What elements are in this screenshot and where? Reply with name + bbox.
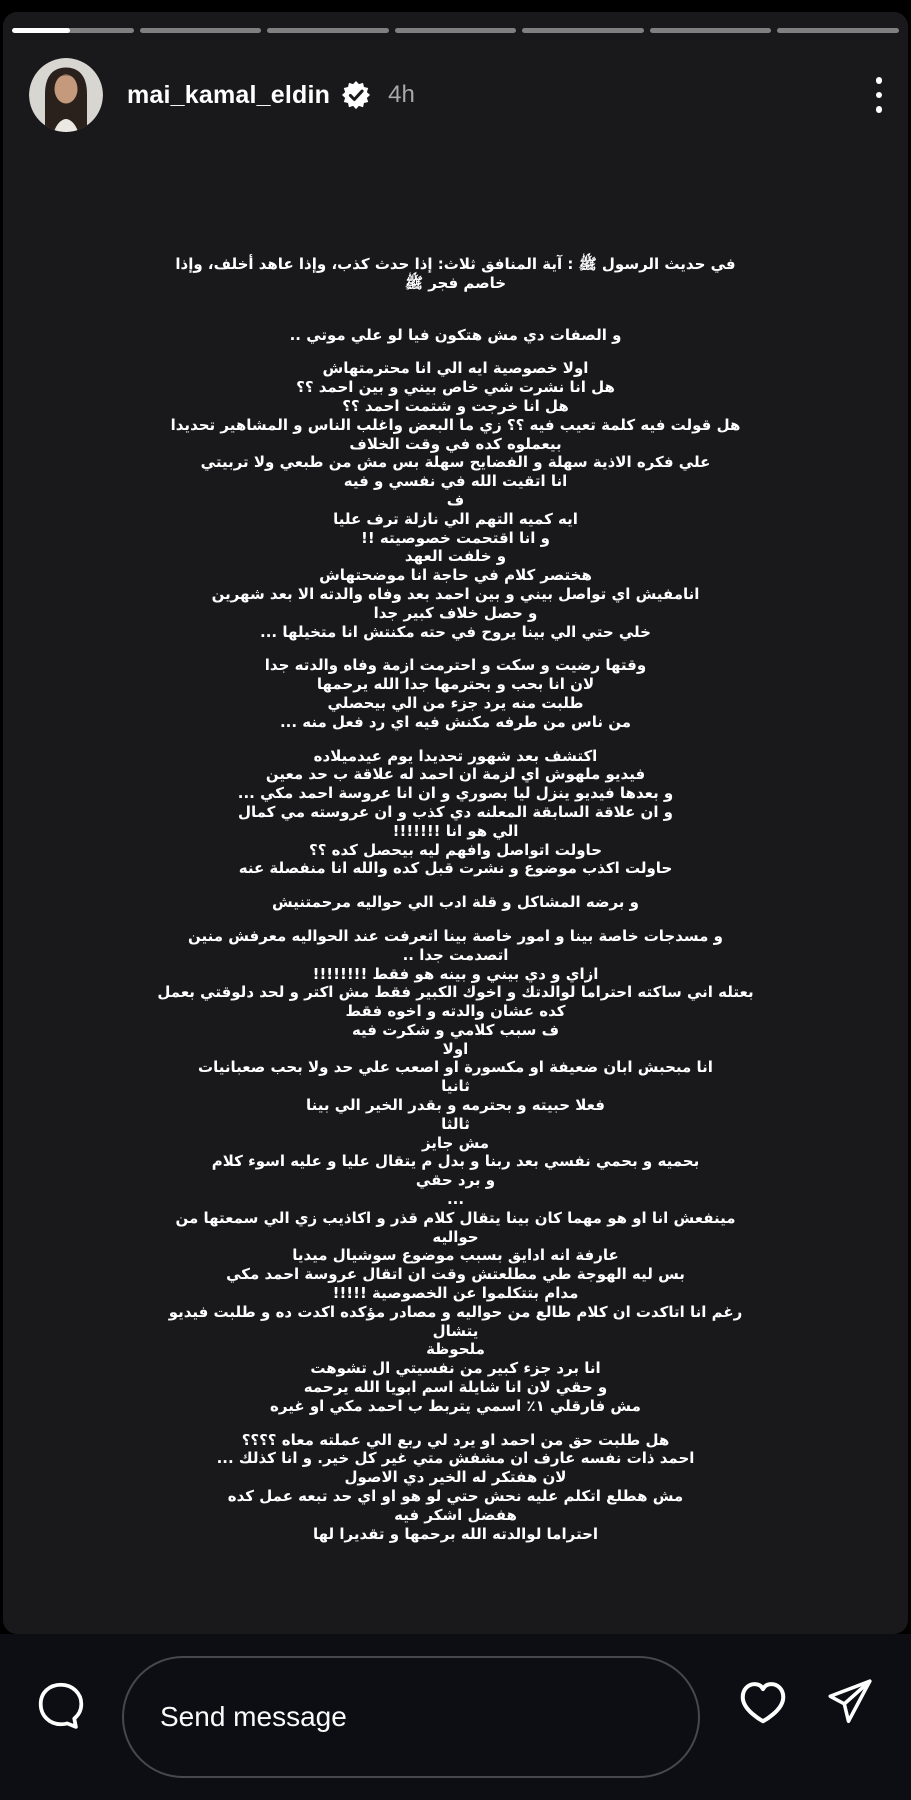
story-text-line: في حديث الرسول ﷺ : آية المنافق ثلاث: إذا حدث كذب، وإذا عاهد أخلف، وإذا: [175, 255, 736, 273]
progress-segment: [140, 28, 262, 33]
heart-icon[interactable]: [736, 1676, 790, 1726]
story-text-line: مش فارقلي ١٪ اسمي يتربط ب احمد مكي او غيره: [270, 1396, 641, 1415]
story-text-line: الي هو انا !!!!!!!: [392, 821, 519, 840]
story-paragraph: [48, 1431, 863, 1544]
story-text-line: بحميه و بحمي نفسي بعد ربنا و بدل م يتقال عليا و عليه اسوء كلام: [211, 1152, 700, 1171]
story-text-line: ثالثا: [441, 1114, 470, 1133]
story-text-line: و ان علاقة السابقة المعلنه دي كذب و ان عروسته مي كمال: [237, 802, 674, 821]
story-text-line: احمد ذات نفسه عارف ان مشفش متي غير كل خير. و انا كذلك ...: [216, 1449, 695, 1468]
story-text-line: بس ليه الهوجة طي مطلعتش وقت ان اتقال عروسة احمد مكي: [226, 1265, 685, 1284]
story-text-line: احتراما لوالدته الله برحمها و تقديرا لها: [312, 1524, 599, 1543]
story-text-line: انا اتقيت الله في نفسي و فيه: [343, 472, 568, 491]
story-text-line: اولا: [442, 1039, 469, 1058]
story-text-line: و بعدها فيديو ينزل ليا بصوري و ان انا عروسة احمد مكي ...: [237, 784, 674, 803]
story-text-line: ازاي و دي بيني و بينه هو فقط !!!!!!!!: [312, 964, 599, 983]
story-text-line: حاولت اكذب موضوع و نشرت قبل كده والله انا منفصلة عنه: [238, 859, 673, 878]
story-text-line: مدام بتتكلموا عن الخصوصية !!!!!: [332, 1284, 579, 1303]
story-paragraph: [48, 656, 863, 731]
story-text-line: ايه كميه التهم الي نازلة ترف عليا: [333, 509, 578, 528]
story-text-line: خلي حتي الي بينا يروح في حته مكنتش انا متخيلها ...: [260, 622, 651, 641]
story-text-line: هل انا نشرت شي خاص بيني و بين احمد ؟؟: [296, 378, 615, 397]
story-text-line: هل انا خرجت و شتمت احمد ؟؟: [342, 396, 569, 415]
story-text-line: حواليه: [432, 1227, 479, 1246]
story-text-line: هفضل اشكر فيه: [394, 1505, 517, 1524]
share-plane-icon[interactable]: [824, 1678, 874, 1726]
story-text-line: مينفعش انا او هو مهما كان بينا يتقال كلام قذر و اكاذيب زي الي سمعتها من: [175, 1208, 736, 1227]
story-text-line: وقتها رضيت و سكت و احترمت ازمة وفاه والدته جدا: [264, 656, 647, 675]
story-text-line: انا برد جزء كبير من نفسيتي ال تشوهت: [310, 1359, 601, 1378]
story-text-line: ...: [446, 1190, 465, 1209]
story-text-line: لان هفتكر له الخير دي الاصول: [344, 1468, 567, 1487]
story-text-line: و الصفات دي مش هتكون فيا لو علي موتي ..: [289, 325, 622, 344]
story-text-line: مش هطلع اتكلم عليه نحش حتي لو هو او اي حد تبعه عمل كده: [227, 1487, 684, 1506]
story-text-line: هل قولت فيه كلمة تعيب فيه ؟؟ زي ما البعض واغلب الناس و المشاهير تحديدا: [170, 415, 741, 434]
reply-bar: [0, 1634, 911, 1800]
story-paragraph: [48, 359, 863, 641]
story-text-line: و خلفت العهد: [404, 547, 507, 566]
story-text-line: انامفيش اي تواصل بيني و بين احمد بعد وفاه والدته الا بعد شهرين: [211, 584, 700, 603]
progress-segment: [267, 28, 389, 33]
progress-segment: [777, 28, 899, 33]
story-text-line: طلبت منه يرد جزء من الي بيحصلي: [327, 693, 584, 712]
story-text-block: [48, 255, 863, 1543]
story-text-line: و حقي لان انا شايلة اسم ابويا الله يرحمه: [303, 1378, 608, 1397]
story-text-line: هل طلبت حق من احمد او يرد لي ربع الي عملته معاه ؟؟؟؟: [241, 1430, 670, 1449]
story-text-line: رغم انا اتاكدت ان كلام طالع من حواليه و مصادر مؤكده اكدت ده و طلبت فيديو: [168, 1302, 743, 1321]
story-paragraph: [48, 747, 863, 879]
story-paragraph: [48, 927, 863, 1416]
story-progress-bar: [12, 28, 899, 33]
story-card[interactable]: [3, 12, 908, 1634]
send-message-input[interactable]: [158, 1700, 642, 1734]
story-text-line: لان انا بحب و بحترمها جدا الله يرحمها: [316, 675, 595, 694]
story-text-line: من ناس من طرفه مكنش فيه اي رد فعل منه ...: [279, 712, 631, 731]
story-paragraph: [48, 326, 863, 345]
story-text-line: بعتله اني ساكته احتراما لوالدتك و اخوك الكبير فقط مش اكتر و لحد دلوقتي بعمل: [157, 983, 754, 1002]
story-text-line: ثانيا: [441, 1077, 470, 1096]
story-header: [29, 56, 886, 134]
story-text-line: و برد حقي: [415, 1171, 496, 1190]
story-text-line: و انا اقتحمت خصوصيته !!: [361, 528, 550, 547]
story-text-line: مش جايز: [421, 1133, 490, 1152]
progress-segment: [12, 28, 134, 33]
story-text-line: انا مبحبش ابان ضعيفة او مكسورة او اصعب علي حد ولا بحب صعبانيات: [198, 1058, 713, 1077]
progress-segment: [650, 28, 772, 33]
story-text-line: علي فكره الاذية سهلة و الفضايح سهلة بس مش من طبعي ولا تربيتي: [200, 453, 711, 472]
more-options-icon[interactable]: [872, 71, 887, 119]
story-text-line: بيعملوه كده في وقت الخلاف: [349, 434, 562, 453]
story-timestamp: 4h: [388, 81, 415, 108]
story-text-line: فعلا حبيته و بحترمه و بقدر الخير الي بينا: [306, 1096, 605, 1115]
story-paragraph: [48, 893, 863, 912]
story-text-line: و مسدجات خاصة بينا و امور خاصة بينا اتعرفت عند الحواليه معرفش منين: [187, 926, 724, 945]
story-text-line: حاولت اتواصل وافهم ليه بيحصل كده ؟؟: [309, 840, 602, 859]
story-text-line: يتشال: [432, 1321, 479, 1340]
story-text-line: و حصل خلاف كبير جدا: [373, 603, 538, 622]
send-message-pill[interactable]: [122, 1656, 700, 1778]
verified-badge-icon: [341, 80, 371, 110]
story-paragraph: [48, 255, 863, 293]
story-text-line: ف سبب كلامي و شكرت فيه: [351, 1020, 560, 1039]
story-text-line: اولا خصوصية ايه الي انا محترمتهاش: [322, 359, 589, 378]
comment-bubble-icon: [36, 1680, 86, 1730]
story-text-line: ملحوظة: [426, 1340, 485, 1359]
avatar[interactable]: [29, 58, 103, 132]
progress-segment: [395, 28, 517, 33]
story-text-line: اكتشف بعد شهور تحديدا يوم عيدميلاده: [313, 746, 598, 765]
username[interactable]: mai_kamal_eldin: [127, 80, 331, 109]
story-text-line: عارفة انه ادايق بسبب موضوع سوشيال ميديا: [292, 1246, 619, 1265]
story-text-line: خاصم فجر ﷺ: [404, 273, 507, 292]
story-text-line: اتصدمت جدا ..: [402, 945, 509, 964]
story-text-line: كده عشان والدته و اخوه فقط: [345, 1002, 566, 1021]
story-text-line: ف: [446, 490, 465, 509]
story-text-line: فيديو ملهوش اي لزمة ان احمد له علاقة ب حد معين: [265, 765, 646, 784]
story-text-line: و برضه المشاكل و قلة ادب الي حواليه مرحمتنيش: [272, 893, 639, 912]
progress-segment: [522, 28, 644, 33]
story-text-line: هختصر كلام في حاجة انا موضحتهاش: [319, 566, 592, 585]
avatar-photo: [29, 58, 103, 132]
